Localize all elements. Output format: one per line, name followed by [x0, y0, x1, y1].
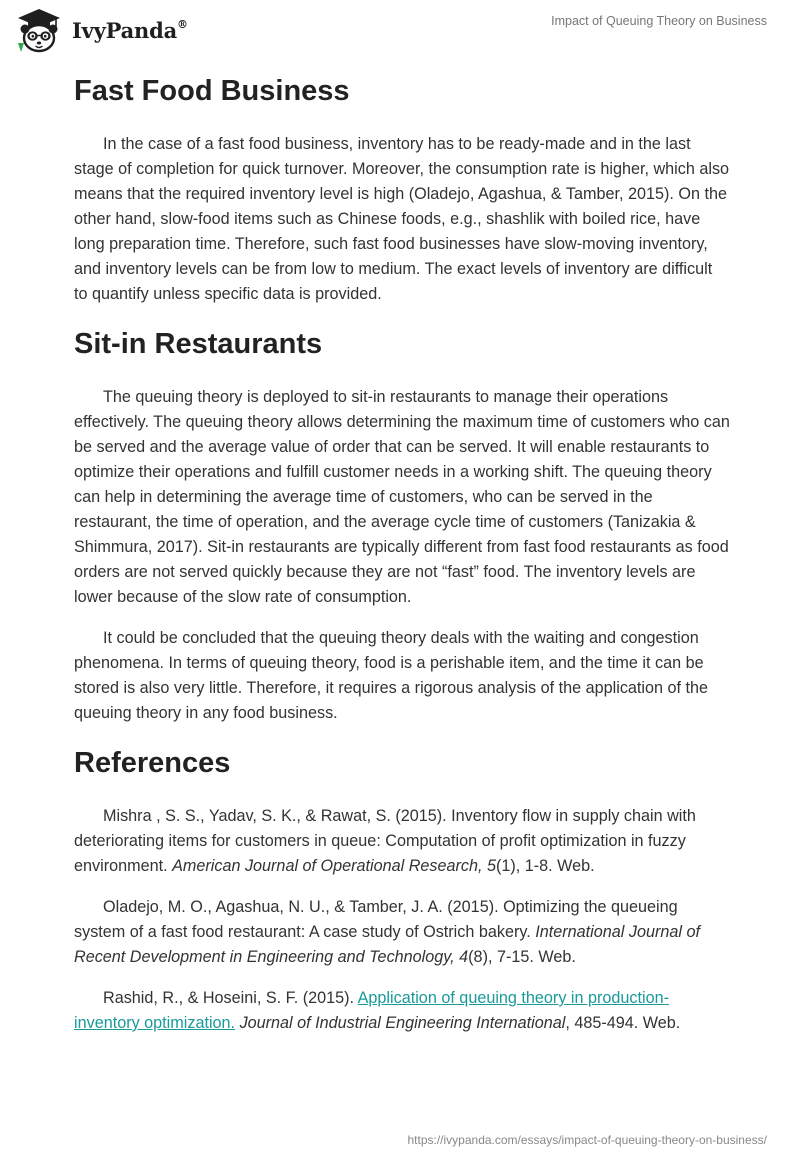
- references-heading: References: [74, 747, 231, 779]
- reference-item: Mishra , S. S., Yadav, S. K., & Rawat, S. (2015). Inventory flow in supply chain with deteriorating items for customers in queue: Computation of profit optimization in fuzzy environment. American Journal of Operational Research, 5(1), 1-8. Web.: [74, 807, 696, 875]
- reference-link[interactable]: Application of queuing theory in production-inventory optimization.: [74, 989, 669, 1032]
- paragraph: The queuing theory is deployed to sit-in restaurants to manage their operations effectively. The queuing theory allows determining the maximum time of customers who can be served and the average value of order that can be served. It will enable restaurants to optimize their operations and fulfill customer needs in a working shift. The queuing theory can help in determining the average time of customers, who can be served in the restaurant, the time of operation, and the average cycle time of customers (Tanizakia & Shimmura, 2017). Sit-in restaurants are typically different from fast food restaurants as food orders are not served quickly because they are not “fast” food. The inventory levels are lower because of the slow rate of consumption.: [74, 388, 730, 606]
- reference-item: Oladejo, M. O., Agashua, N. U., & Tamber, J. A. (2015). Optimizing the queueing system of a fast food restaurant: A case study of Ostrich bakery. International Journal of Recent Development in Engineering and Technology, 4(8), 7-15. Web.: [74, 898, 700, 966]
- document-title: Impact of Queuing Theory on Business: [551, 14, 767, 28]
- paragraph: It could be concluded that the queuing theory deals with the waiting and congestion phenomena. In terms of queuing theory, food is a perishable item, and the time it can be stored is also very little. Therefore, it requires a rigorous analysis of the application of the queuing theory in any food business.: [74, 629, 709, 722]
- journal-title: International Journal of Recent Development in Engineering and Technology, 4: [74, 923, 700, 966]
- paragraph: In the case of a fast food business, inventory has to be ready-made and in the last stage of completion for quick turnover. Moreover, the consumption rate is higher, which also means that the required inventory level is high (Oladejo, Agashua, & Tamber, 2015). On the other hand, slow-food items such as Chinese foods, e.g., shashlik with boiled rice, have long preparation time. Therefore, such fast food businesses have slow-moving inventory, and inventory levels can be from low to medium. The exact levels of inventory are difficult to quantify unless specific data is provided.: [74, 135, 730, 303]
- source-url: https://ivypanda.com/essays/impact-of-queuing-theory-on-business/: [407, 1133, 767, 1147]
- journal-title: Journal of Industrial Engineering International: [239, 1014, 566, 1032]
- brand-name: IvyPanda®: [72, 17, 188, 43]
- panda-graduate-icon: [14, 7, 64, 57]
- ivypanda-logo[interactable]: [14, 7, 188, 57]
- journal-title: American Journal of Operational Research, 5: [172, 857, 496, 875]
- page-header: [0, 0, 800, 60]
- article-body: [74, 70, 730, 1036]
- section-heading-fast-food: Fast Food Business: [74, 75, 350, 107]
- section-heading-sit-in: Sit-in Restaurants: [74, 328, 323, 360]
- reference-item: Rashid, R., & Hoseini, S. F. (2015). Application of queuing theory in production-inventory optimization. Journal of Industrial Engineering International, 485-494. Web.: [74, 989, 681, 1032]
